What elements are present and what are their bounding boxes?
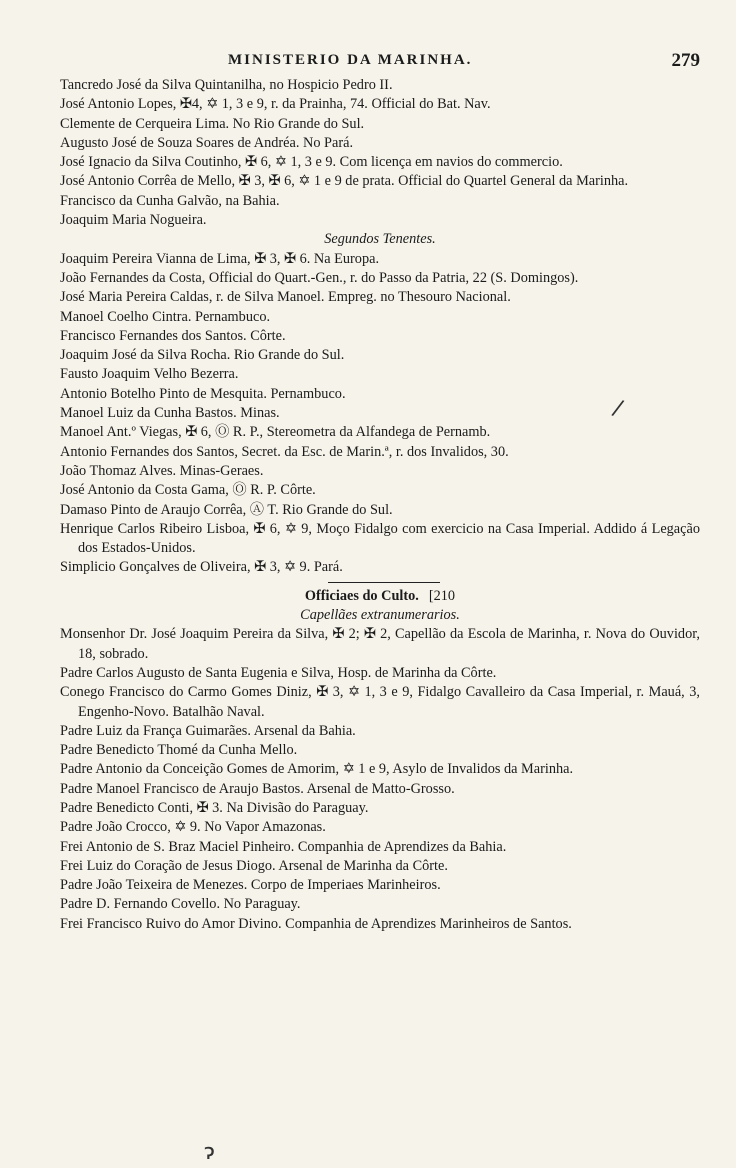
list-item: Padre João Teixeira de Menezes. Corpo de Imperiaes Marinheiros. [60, 877, 441, 894]
list-item: Tancredo José da Silva Quintanilha, no Hospicio Pedro II. [60, 77, 393, 93]
list-item: Manoel Ant.º Viegas, ✠ 6, Ⓞ R. P., Stereometra da Alfandega de Pernamb. [60, 424, 491, 441]
list-item: Frei Francisco Ruivo do Amor Divino. Companhia de Aprendizes Marinheiros de Santos. [60, 915, 572, 932]
list-item: José Maria Pereira Caldas, r. de Silva Manoel. Empreg. no Thesouro Nacional. [60, 289, 511, 306]
list-item: Frei Luiz do Coração de Jesus Diogo. Arsenal de Marinha da Côrte. [60, 857, 448, 874]
list-item: Frei Antonio de S. Braz Maciel Pinheiro. Companhia de Aprendizes da Bahia. [60, 838, 507, 855]
list-item: Francisco Fernandes dos Santos. Côrte. [60, 327, 286, 344]
section-subheading-capellaes: Capellães extranumerarios. [300, 607, 460, 624]
list-item: Manoel Coelho Cintra. Pernambuco. [60, 308, 271, 325]
list-item: Joaquim Maria Nogueira. [60, 212, 207, 229]
list-item: Antonio Fernandes dos Santos, Secret. da Esc. de Marin.ª, r. dos Invalidos, 30. [60, 443, 509, 460]
list-item: Padre Luiz da França Guimarães. Arsenal da Bahia. [60, 722, 356, 739]
pencil-squiggle-icon: ɂ [204, 1140, 215, 1165]
entries-segundos-tenentes [60, 250, 700, 578]
entries-culto [60, 625, 700, 934]
entries-top [60, 76, 700, 230]
list-item: José Antonio Lopes, ✠4, ✡ 1, 3 e 9, r. da Prainha, 74. Official do Bat. Nav. [60, 96, 491, 113]
page-header [60, 50, 700, 76]
list-item: Damaso Pinto de Araujo Corrêa, Ⓐ T. Rio Grande do Sul. [60, 501, 393, 518]
section-title: Officiaes do Culto. [304, 587, 419, 604]
list-item: Padre D. Fernando Covello. No Paraguay. [60, 896, 301, 913]
list-item: Padre Manoel Francisco de Araujo Bastos. Arsenal de Matto-Grosso. [60, 780, 455, 797]
pencil-mark-icon: / [609, 395, 626, 422]
list-item: João Fernandes da Costa, Official do Quart.-Gen., r. do Passo da Patria, 22 (S. Domingos). [60, 269, 579, 286]
list-item: Francisco da Cunha Galvão, na Bahia. [60, 192, 280, 209]
list-item: Conego Francisco do Carmo Gomes Diniz, ✠ 3, ✡ 1, 3 e 9, Fidalgo Cavalleiro da Casa Imperial, r. Mauá, 3, Engenho-Novo. Batalhão Naval. [60, 684, 700, 720]
document-page [60, 50, 700, 934]
list-item: Padre Carlos Augusto de Santa Eugenia e Silva, Hosp. de Marinha da Côrte. [60, 664, 497, 681]
section-count: [210 [428, 587, 456, 604]
list-item: Padre Antonio da Conceição Gomes de Amorim, ✡ 1 e 9, Asylo de Invalidos da Marinha. [60, 761, 574, 778]
list-item: Monsenhor Dr. José Joaquim Pereira da Silva, ✠ 2; ✠ 2, Capellão da Escola de Marinha, r. Nova do Ouvidor, 18, sobrado. [60, 626, 700, 662]
list-item: Padre Benedicto Conti, ✠ 3. Na Divisão do Paraguay. [60, 799, 369, 816]
list-item: Padre João Crocco, ✡ 9. No Vapor Amazonas. [60, 819, 326, 836]
list-item: Simplicio Gonçalves de Oliveira, ✠ 3, ✡ 9. Pará. [60, 559, 343, 576]
list-item: Padre Benedicto Thomé da Cunha Mello. [60, 742, 298, 759]
section-heading-officiaes-do-culto [60, 587, 700, 606]
section-divider [328, 582, 440, 583]
list-item: José Antonio da Costa Gama, Ⓞ R. P. Côrte. [60, 482, 316, 499]
list-item: Antonio Botelho Pinto de Mesquita. Pernambuco. [60, 385, 346, 402]
section-heading-segundos-tenentes: Segundos Tenentes. [324, 231, 436, 248]
list-item: Augusto José de Souza Soares de Andréa. No Pará. [60, 134, 354, 151]
list-item: Joaquim José da Silva Rocha. Rio Grande do Sul. [60, 347, 345, 364]
list-item: Manoel Luiz da Cunha Bastos. Minas. [60, 405, 280, 422]
page-number: 279 [671, 50, 700, 71]
list-item: Fausto Joaquim Velho Bezerra. [60, 366, 239, 383]
list-item: Henrique Carlos Ribeiro Lisboa, ✠ 6, ✡ 9, Moço Fidalgo com exercicio na Casa Imperial. Addido á Legação dos Estados-Unidos. [60, 520, 700, 557]
page-title: MINISTERIO DA MARINHA. [228, 52, 473, 68]
list-item: Clemente de Cerqueira Lima. No Rio Grande do Sul. [60, 115, 365, 132]
list-item: João Thomaz Alves. Minas-Geraes. [60, 462, 264, 479]
list-item: José Antonio Corrêa de Mello, ✠ 3, ✠ 6, ✡ 1 e 9 de prata. Official do Quartel General da Marinha. [60, 173, 629, 190]
list-item: José Ignacio da Silva Coutinho, ✠ 6, ✡ 1, 3 e 9. Com licença em navios do commercio. [60, 154, 563, 171]
list-item: Joaquim Pereira Vianna de Lima, ✠ 3, ✠ 6. Na Europa. [60, 250, 380, 267]
